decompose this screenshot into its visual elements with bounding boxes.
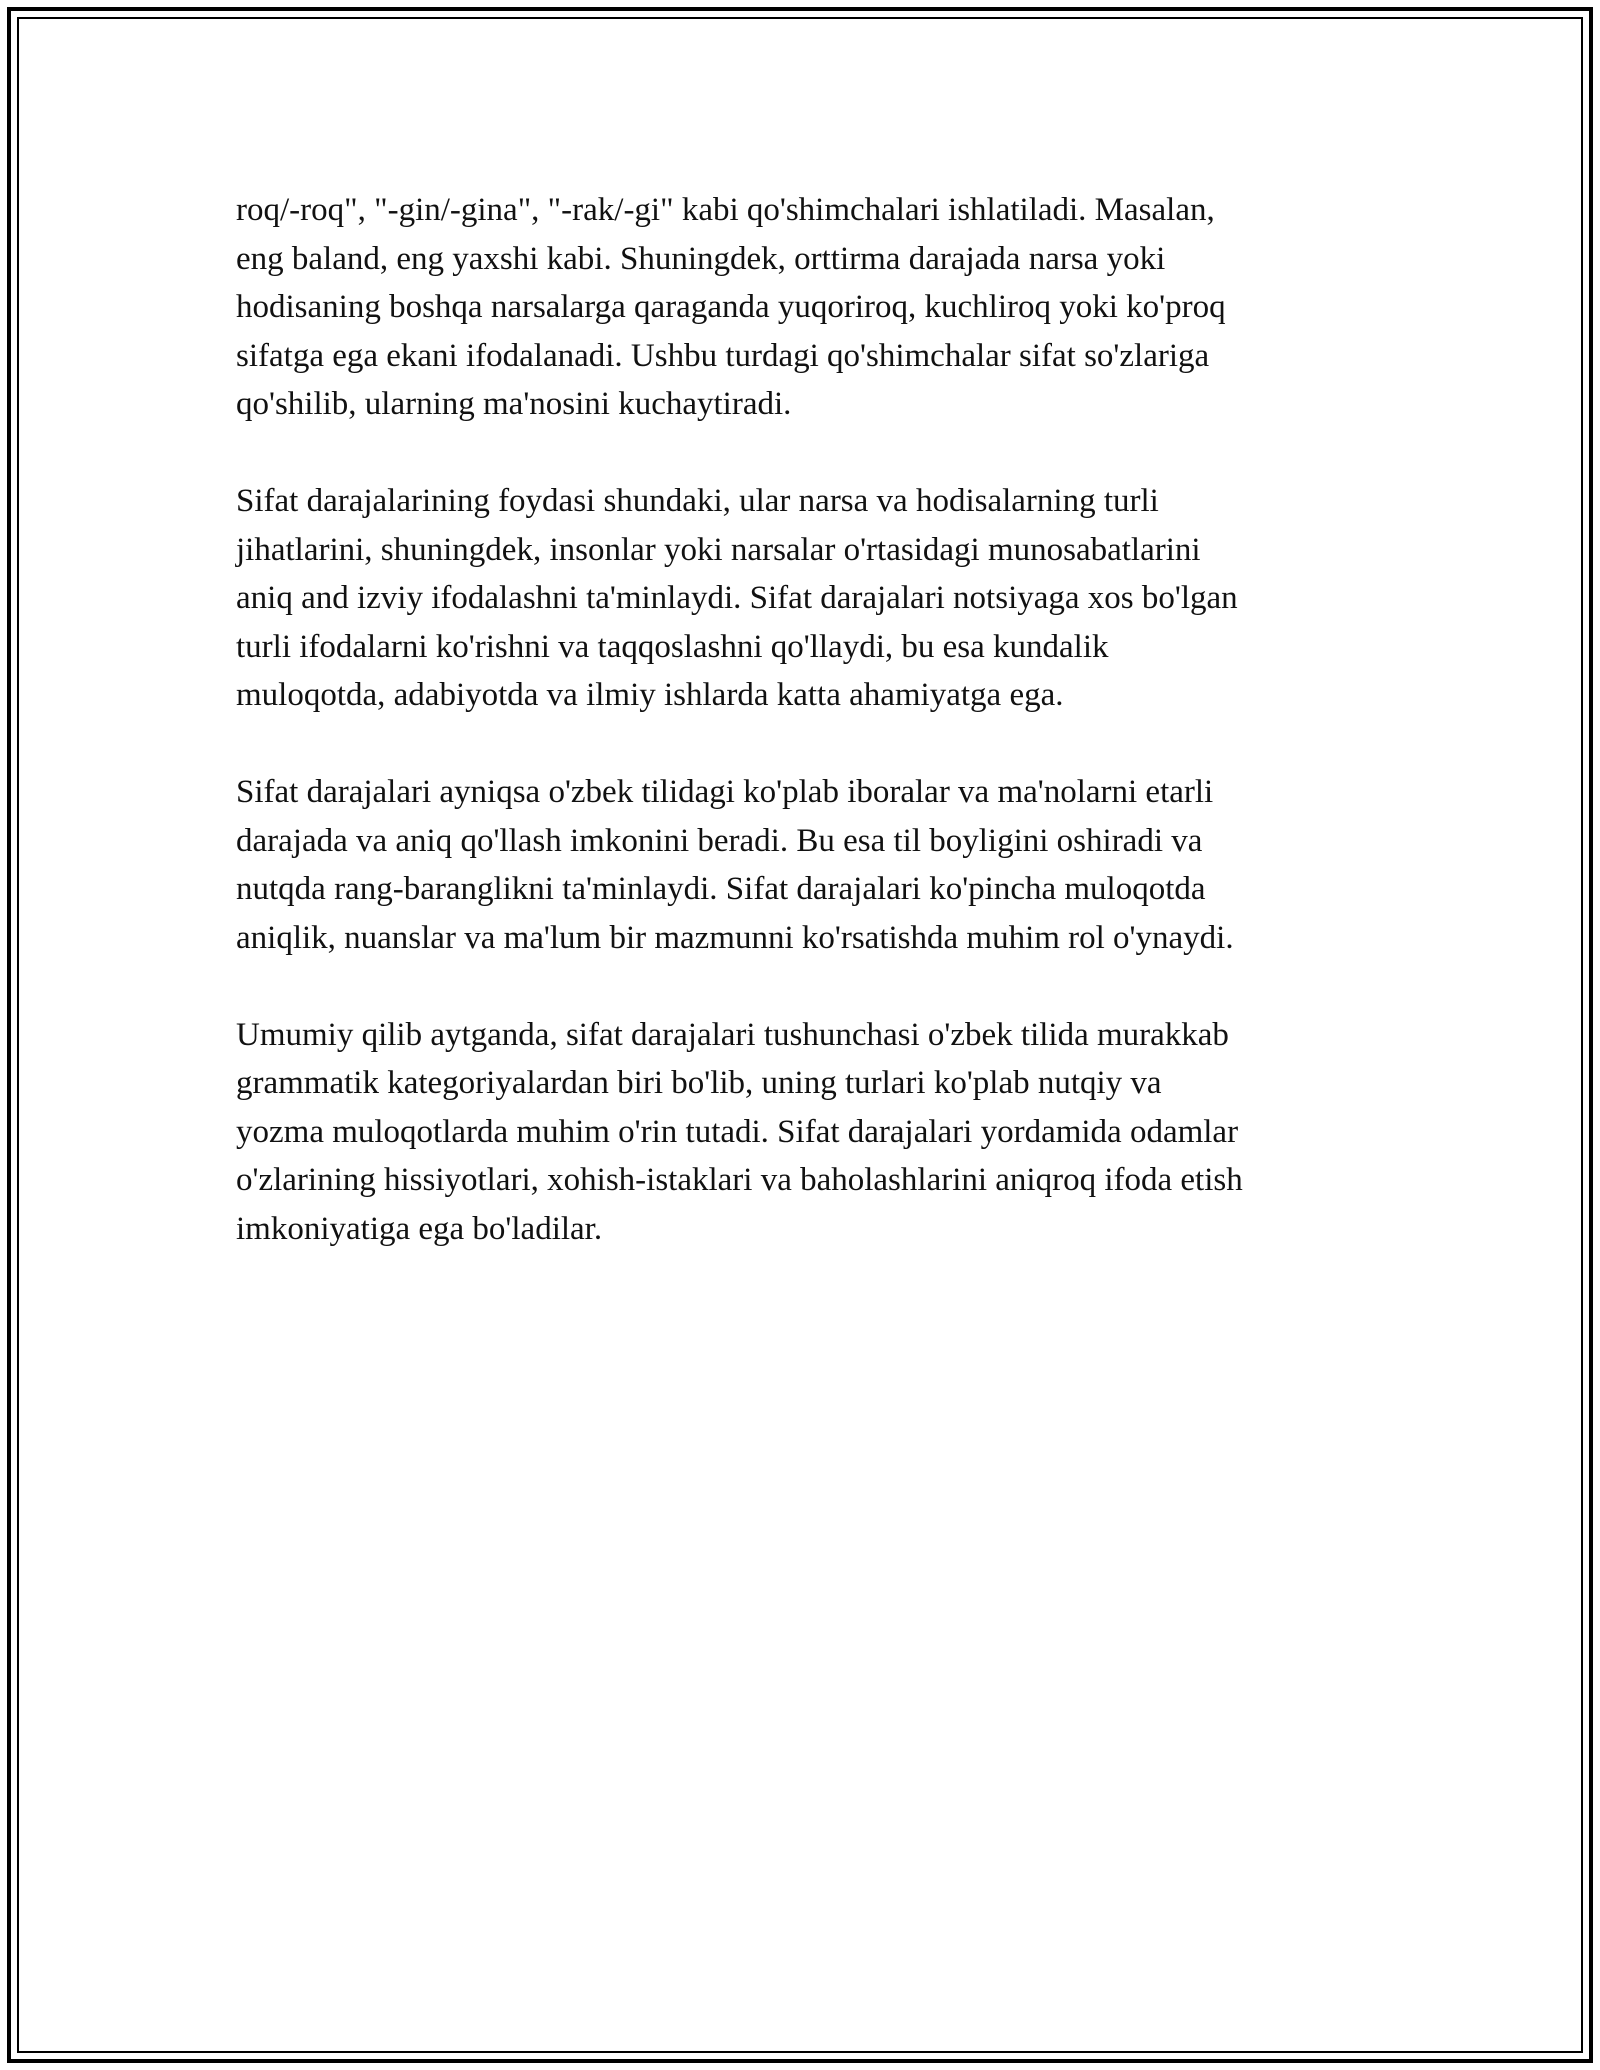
document-body [236, 186, 1366, 1302]
paragraph-3: Sifat darajalari ayniqsa o'zbek tilidagi ko'plab iboralar va ma'nolarni etarli darajada va aniq qo'llash imkonini beradi. Bu esa til boyligini oshiradi va nutqda rang-baranglikni ta'minlaydi. Sifat darajalari ko'pincha muloqotda aniqlik, nuanslar va ma'lum bir mazmunni ko'rsatishda muhim rol o'ynaydi. [236, 774, 1234, 956]
paragraph-4: Umumiy qilib aytganda, sifat darajalari tushunchasi o'zbek tilida murakkab grammatik kategoriyalardan biri bo'lib, uning turlari ko'plab nutqiy va yozma muloqotlarda muhim o'rin tutadi. Sifat darajalari yordamida odamlar o'zlarining hissiyotlari, xohish-istaklari va baholashlarini aniqroq ifoda etish imkoniyatiga ega bo'ladilar. [236, 1016, 1243, 1247]
paragraph-1: roq/-roq", "-gin/-gina", "-rak/-gi" kabi qo'shimchalari ishlatiladi. Masalan, eng baland, eng yaxshi kabi. Shuningdek, orttirma darajada narsa yoki hodisaning boshqa narsalarga qaraganda yuqoriroq, kuchliroq yoki ko'proq sifatga ega ekani ifodalanadi. Ushbu turdagi qo'shimchalar sifat so'zlariga qo'shilib, ularning ma'nosini kuchaytiradi. [236, 192, 1226, 422]
paragraph-2: Sifat darajalarining foydasi shundaki, ular narsa va hodisalarning turli jihatlarini, shuningdek, insonlar yoki narsalar o'rtasidagi munosabatlarini aniq and izviy ifodalashni ta'minlaydi. Sifat darajalari notsiyaga xos bo'lgan turli ifodalarni ko'rishni va taqqoslashni qo'llaydi, bu esa kundalik muloqotda, adabiyotda va ilmiy ishlarda katta ahamiyatga ega. [236, 483, 1238, 713]
